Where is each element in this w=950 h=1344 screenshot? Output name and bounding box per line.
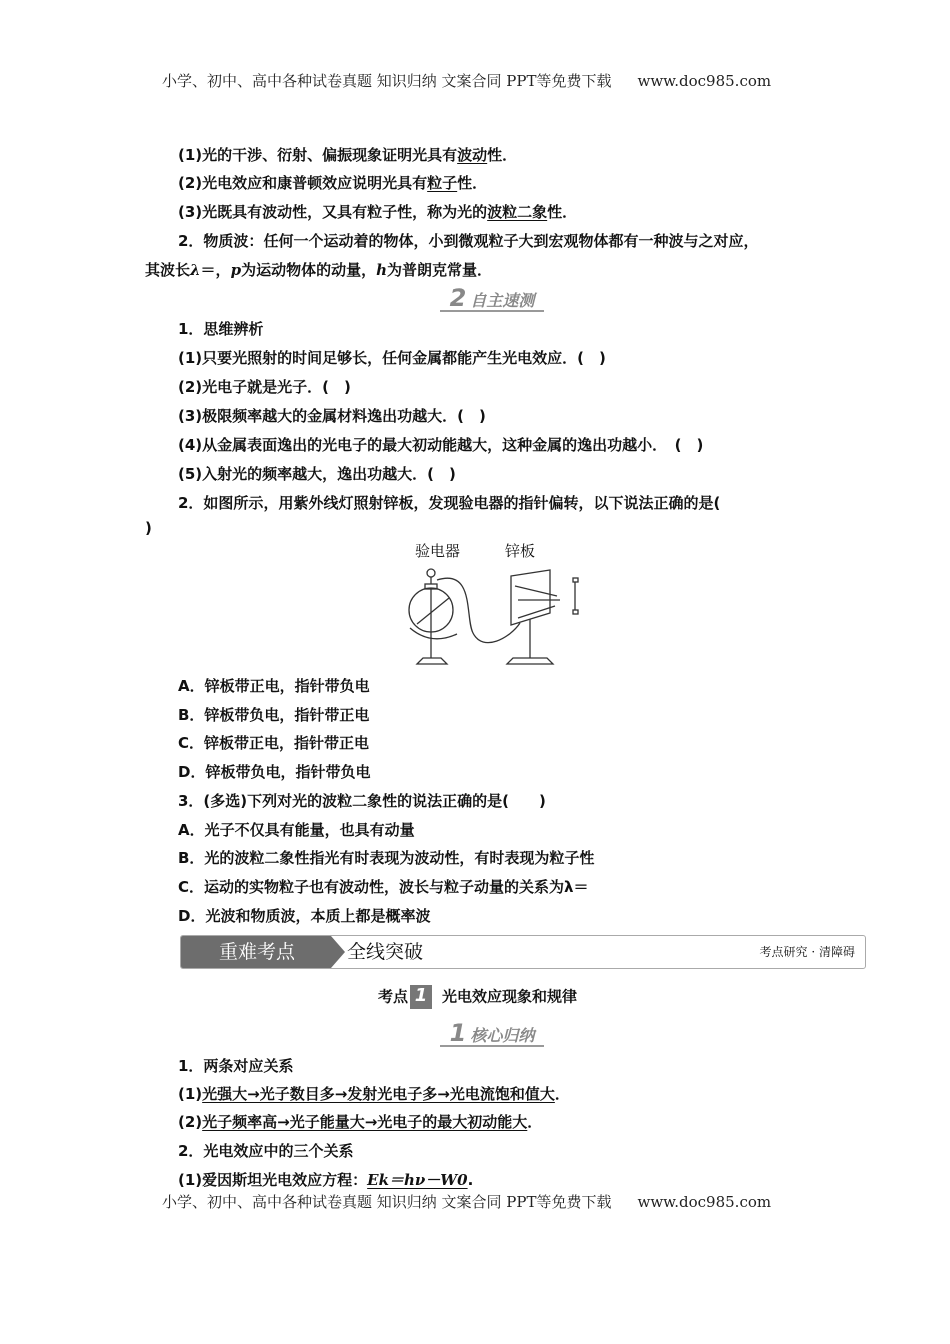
kaodian-heading: [378, 985, 577, 1009]
core-line-2: [178, 1112, 542, 1132]
q1-item: (3)极限频率越大的金属材料逸出功越大．( ): [178, 407, 486, 425]
section-number: 1: [449, 1019, 467, 1047]
blank-answer: 波动: [457, 146, 488, 164]
t: ．: [527, 1113, 543, 1131]
core-line-1: [178, 1084, 570, 1104]
section-label: 核心归纳: [470, 1026, 535, 1045]
q1-title: 1．思维辨析: [178, 320, 264, 338]
kaodian-prefix: 考点: [378, 987, 409, 1006]
t: (2): [178, 1113, 203, 1131]
lambda: λ: [190, 261, 201, 279]
t: (1)光的干涉、衍射、偏振现象证明光具有: [178, 146, 458, 164]
line-wave: [178, 145, 517, 165]
header-url: www.doc985.com: [637, 72, 772, 90]
q1-item: (5)入射光的频率越大，逸出功越大．( ): [178, 465, 456, 483]
einstein-equation: Ek＝hν－W0: [367, 1171, 468, 1189]
section-label: 自主速测: [470, 291, 535, 310]
banner-arrow: [331, 936, 345, 968]
q2-stem-end: ): [145, 519, 152, 537]
q2-option-b: B．锌板带负电，指针带正电: [178, 706, 370, 724]
t: .: [467, 1171, 474, 1189]
q3-option-b: B．光的波粒二象性指光有时表现为波动性，有时表现为粒子性: [178, 849, 595, 867]
q3-stem: 3．(多选)下列对光的波粒二象性的说法正确的是( ): [178, 792, 546, 810]
blank-answer: 粒子: [427, 174, 458, 192]
q2-stem: 2．如图所示，用紫外线灯照射锌板，发现验电器的指针偏转，以下说法正确的是(: [178, 494, 721, 512]
t: ＝，: [200, 261, 231, 279]
t: 其波长: [145, 261, 191, 279]
t: (1): [178, 1085, 203, 1103]
q3-option-a: A．光子不仅具有能量，也具有动量: [178, 821, 415, 839]
banner-subtitle: 考点研究 · 清障碍: [759, 945, 855, 959]
section-number: 2: [449, 284, 467, 312]
q1-item: (2)光电子就是光子．( ): [178, 378, 351, 396]
t: 为普朗克常量．: [386, 261, 492, 279]
p: p: [230, 261, 242, 279]
footer-url: www.doc985.com: [637, 1193, 772, 1211]
q3-option-c: C．运动的实物粒子也有波动性，波长与粒子动量的关系为λ＝: [178, 878, 589, 896]
section-heading-self-test: [440, 284, 544, 312]
kaodian-title: 光电效应现象和规律: [442, 987, 578, 1006]
underlined-text: 光强大→光子数目多→发射光电子多→光电流饱和值大: [202, 1085, 555, 1103]
page-footer: [162, 1191, 771, 1212]
t: 为运动物体的动量，: [241, 261, 377, 279]
line-matter-wave: 2．物质波：任何一个运动着的物体，小到微观粒子大到宏观物体都有一种波与之对应，: [178, 232, 759, 250]
t: (3)光既具有波动性，又具有粒子性，称为光的: [178, 203, 488, 221]
q3-option-d: D．光波和物质波，本质上都是概率波: [178, 907, 431, 925]
banner-dark-label: 重难考点: [181, 936, 331, 968]
line-duality: [178, 202, 577, 222]
kaodian-number: 1: [410, 985, 432, 1009]
section-heading-core: [440, 1019, 544, 1047]
header-text: 小学、初中、高中各种试卷真题 知识归纳 文案合同 PPT等免费下载: [162, 72, 612, 90]
t: 性．: [547, 203, 578, 221]
q2-option-a: A．锌板带正电，指针带负电: [178, 677, 370, 695]
core-title-1: 1．两条对应关系: [178, 1057, 294, 1075]
figure-label-electroscope: 验电器: [415, 542, 461, 560]
t: 性．: [457, 174, 488, 192]
banner-light-label: 全线突破: [347, 941, 424, 963]
core-title-2: 2．光电效应中的三个关系: [178, 1142, 354, 1160]
figure-label-zinc-plate: 锌板: [505, 542, 536, 560]
q1-item: (1)只要光照射的时间足够长，任何金属都能产生光电效应．( ): [178, 349, 606, 367]
line-particle: [178, 173, 487, 193]
section-banner: [180, 935, 866, 969]
blank-answer: 波粒二象: [487, 203, 548, 221]
apparatus-drawing: [405, 538, 580, 670]
t: 性．: [487, 146, 518, 164]
electroscope-figure: [405, 538, 580, 670]
q2-option-d: D．锌板带负电，指针带负电: [178, 763, 371, 781]
t: ．: [554, 1085, 570, 1103]
t: (2)光电效应和康普顿效应说明光具有: [178, 174, 428, 192]
h: h: [376, 261, 387, 279]
q2-option-c: C．锌板带正电，指针带正电: [178, 734, 370, 752]
page-header: [162, 70, 771, 91]
footer-text: 小学、初中、高中各种试卷真题 知识归纳 文案合同 PPT等免费下载: [162, 1193, 612, 1211]
underlined-text: 光子频率高→光子能量大→光电子的最大初动能大: [202, 1113, 528, 1131]
core-line-3: [178, 1170, 473, 1190]
line-wavelength: [145, 260, 492, 280]
q1-item: (4)从金属表面逸出的光电子的最大初动能越大，这种金属的逸出功越小． ( ): [178, 436, 704, 454]
t: (1)爱因斯坦光电效应方程：: [178, 1171, 368, 1189]
